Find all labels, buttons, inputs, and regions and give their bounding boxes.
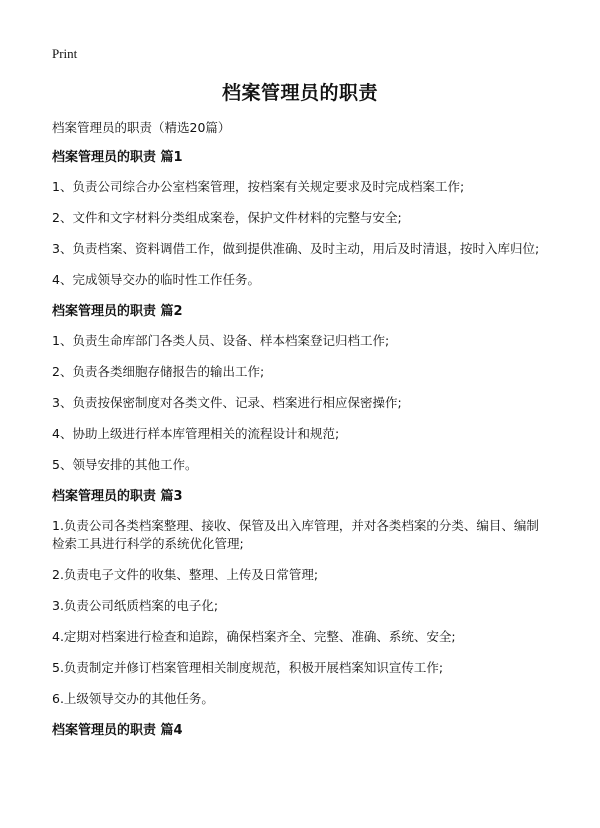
list-item: 3.负责公司纸质档案的电子化; [52,598,219,613]
list-item: 3、负责档案、资料调借工作，做到提供准确、及时主动，用后及时清退，按时入库归位; [52,241,540,256]
section-heading: 档案管理员的职责 篇4 [52,723,183,738]
list-item: 5.负责制定并修订档案管理相关制度规范，积极开展档案知识宣传工作; [52,660,444,675]
list-item: 4、协助上级进行样本库管理相关的流程设计和规范; [52,426,340,441]
list-item: 1、负责公司综合办公室档案管理，按档案有关规定要求及时完成档案工作; [52,179,465,194]
list-item: 6.上级领导交办的其他任务。 [52,691,214,706]
list-item: 4、完成领导交办的临时性工作任务。 [52,272,260,287]
section-4 [52,721,548,741]
section-2 [52,302,548,474]
section-3 [52,487,548,708]
section-heading: 档案管理员的职责 篇3 [52,489,183,504]
print-link[interactable]: Print [52,46,78,61]
list-item: 2.负责电子文件的收集、整理、上传及日常管理; [52,567,319,582]
list-item: 2、文件和文字材料分类组成案卷，保护文件材料的完整与安全; [52,210,402,225]
list-item: 4.定期对档案进行检查和追踪，确保档案齐全、完整、准确、系统、安全; [52,629,456,644]
section-heading: 档案管理员的职责 篇1 [52,150,183,165]
list-item: 2、负责各类细胞存储报告的输出工作; [52,364,265,379]
list-item: 1、负责生命库部门各类人员、设备、样本档案登记归档工作; [52,333,390,348]
document-content [52,118,548,751]
section-heading: 档案管理员的职责 篇2 [52,304,183,319]
document-title: 档案管理员的职责 [221,82,378,104]
list-item: 5、领导安排的其他工作。 [52,457,198,472]
list-item: 3、负责按保密制度对各类文件、记录、档案进行相应保密操作; [52,395,402,410]
list-item: 1.负责公司各类档案整理、接收、保管及出入库管理，并对各类档案的分类、编目、编制检索工具进行科学的系统优化管理; [52,518,539,551]
document-subtitle: 档案管理员的职责（精选20篇） [52,120,231,135]
section-1 [52,148,548,289]
